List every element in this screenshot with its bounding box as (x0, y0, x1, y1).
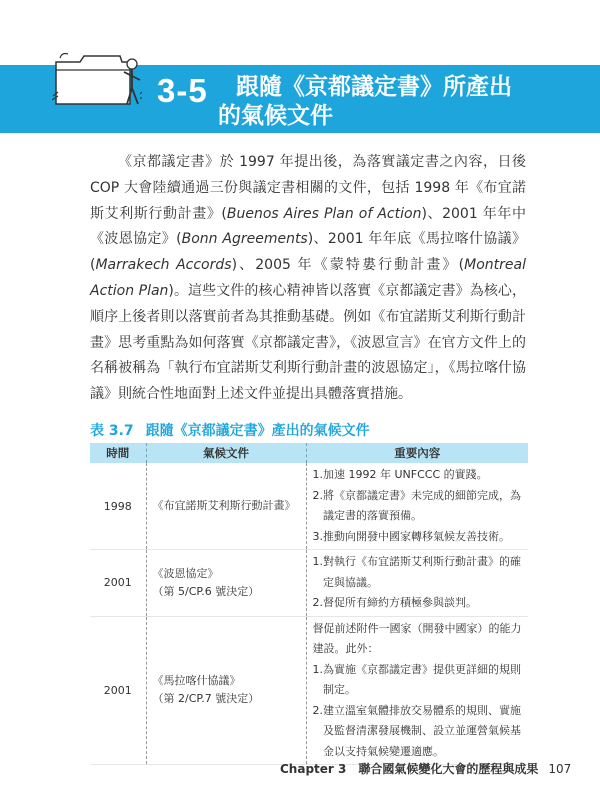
body-english-3: Marrakech Accords (95, 257, 232, 274)
item-text: 對執行《布宜諾斯艾利斯行動計畫》的確定與協議。 (323, 555, 521, 589)
body-english-2: Bonn Agreements (181, 231, 308, 248)
item-text: 加速 1992 年 UNFCCC 的實踐。 (323, 468, 488, 481)
item-number: 1. (312, 662, 323, 676)
item-number: 1. (312, 555, 323, 568)
table-caption-number: 表 3.7 (90, 423, 134, 439)
footer-chapter: Chapter 3 (280, 762, 347, 776)
body-text-2: )、2001 年年中《波恩協定》( (90, 205, 527, 248)
body-text-1: 《京都議定書》於 1997 年提出後，為落實議定書之內容，日後 COP 大會陸續通過三份與議定書相關的文件，包括 1998 年《布宜諾斯艾利斯行動計畫》( (90, 154, 526, 222)
content-item (313, 552, 525, 593)
folder-person-illustration-icon (50, 48, 142, 108)
page-footer (280, 760, 571, 777)
section-title-line1: 跟隨《京都議定書》所產出 (236, 74, 512, 100)
row-doc-line1: 《馬拉喀什協議》 (152, 674, 241, 688)
climate-documents-table (90, 443, 528, 765)
header-content: 重要內容 (306, 443, 528, 463)
row-year: 2001 (90, 616, 146, 765)
footer-chapter-title: 聯合國氣候變化大會的歷程與成果 (358, 762, 539, 776)
content-item (313, 486, 525, 527)
header-time: 時間 (90, 443, 146, 463)
row-content (306, 616, 528, 765)
item-text: 為實施《京都議定書》提供更詳細的規則制定。 (323, 662, 521, 696)
item-text: 將《京都議定書》未完成的細節完成，為議定書的落實預備。 (323, 488, 521, 522)
row-doc-line2: （第 2/CP.7 號決定） (152, 692, 260, 706)
content-item (313, 660, 525, 701)
item-text: 督促所有締約方積極參與談判。 (323, 596, 477, 609)
footer-page-number: 107 (548, 762, 572, 776)
row-doc (146, 550, 306, 617)
table-row (90, 463, 528, 550)
section-number: 3-5 (157, 72, 208, 109)
row-year: 1998 (90, 463, 146, 550)
table-caption-title: 跟隨《京都議定書》產出的氣候文件 (145, 423, 370, 439)
section-title-line2: 的氣候文件 (218, 103, 333, 129)
item-text: 建立溫室氣體排放交易體系的規則、實施及監督清潔發展機制、設立並運營氣候基金以支持氣候變遷適應。 (323, 703, 521, 758)
item-number: 3. (312, 529, 323, 543)
content-item (313, 701, 525, 763)
body-english-4: Montreal Action Plan (90, 257, 526, 299)
body-text-5: )。這些文件的核心精神皆以落實《京都議定書》為核心，順序上後者則以落實前者為其推動基礎。例如《布宜諾斯艾利斯行動計畫》思考重點為如何落實《京都議定書》，《波恩宣言》在官方文件上的名稱被稱為「執行布宜諾斯艾利斯行動計畫的波恩協定」，《馬拉喀什協議》則統合性地面對上述文件並提出具體落實措施。 (90, 282, 527, 403)
item-number: 2. (312, 596, 323, 609)
body-text-3: )、2001 年年底《馬拉喀什協議》( (90, 231, 526, 274)
row-doc (146, 463, 306, 550)
content-item (313, 465, 525, 486)
content-item (313, 593, 525, 614)
content-item (313, 527, 525, 548)
item-text: 推動向開發中國家轉移氣候友善技術。 (323, 529, 510, 543)
row-doc-line1: 《布宜諾斯艾利斯行動計畫》 (152, 499, 296, 512)
table-row (90, 616, 528, 765)
row-year: 2001 (90, 550, 146, 617)
table-caption (90, 420, 370, 440)
row-doc (146, 616, 306, 765)
body-paragraph (90, 150, 526, 408)
body-english-1: Buenos Aires Plan of Action (226, 205, 422, 222)
row-doc-line2: （第 5/CP.6 號決定） (152, 584, 260, 598)
item-number: 2. (312, 703, 323, 717)
row-content (306, 550, 528, 617)
header-doc: 氣候文件 (146, 443, 306, 463)
table-header-row (90, 443, 528, 463)
content-intro: 督促前述附件一國家（開發中國家）的能力建設。此外： (312, 621, 522, 655)
row-doc-line1: 《波恩協定》 (152, 566, 219, 580)
item-number: 2. (312, 488, 323, 502)
body-text-4: )、2005 年《蒙特婁行動計畫》( (231, 257, 465, 274)
item-number: 1. (312, 468, 323, 481)
row-content (306, 463, 528, 550)
table-row (90, 550, 528, 617)
